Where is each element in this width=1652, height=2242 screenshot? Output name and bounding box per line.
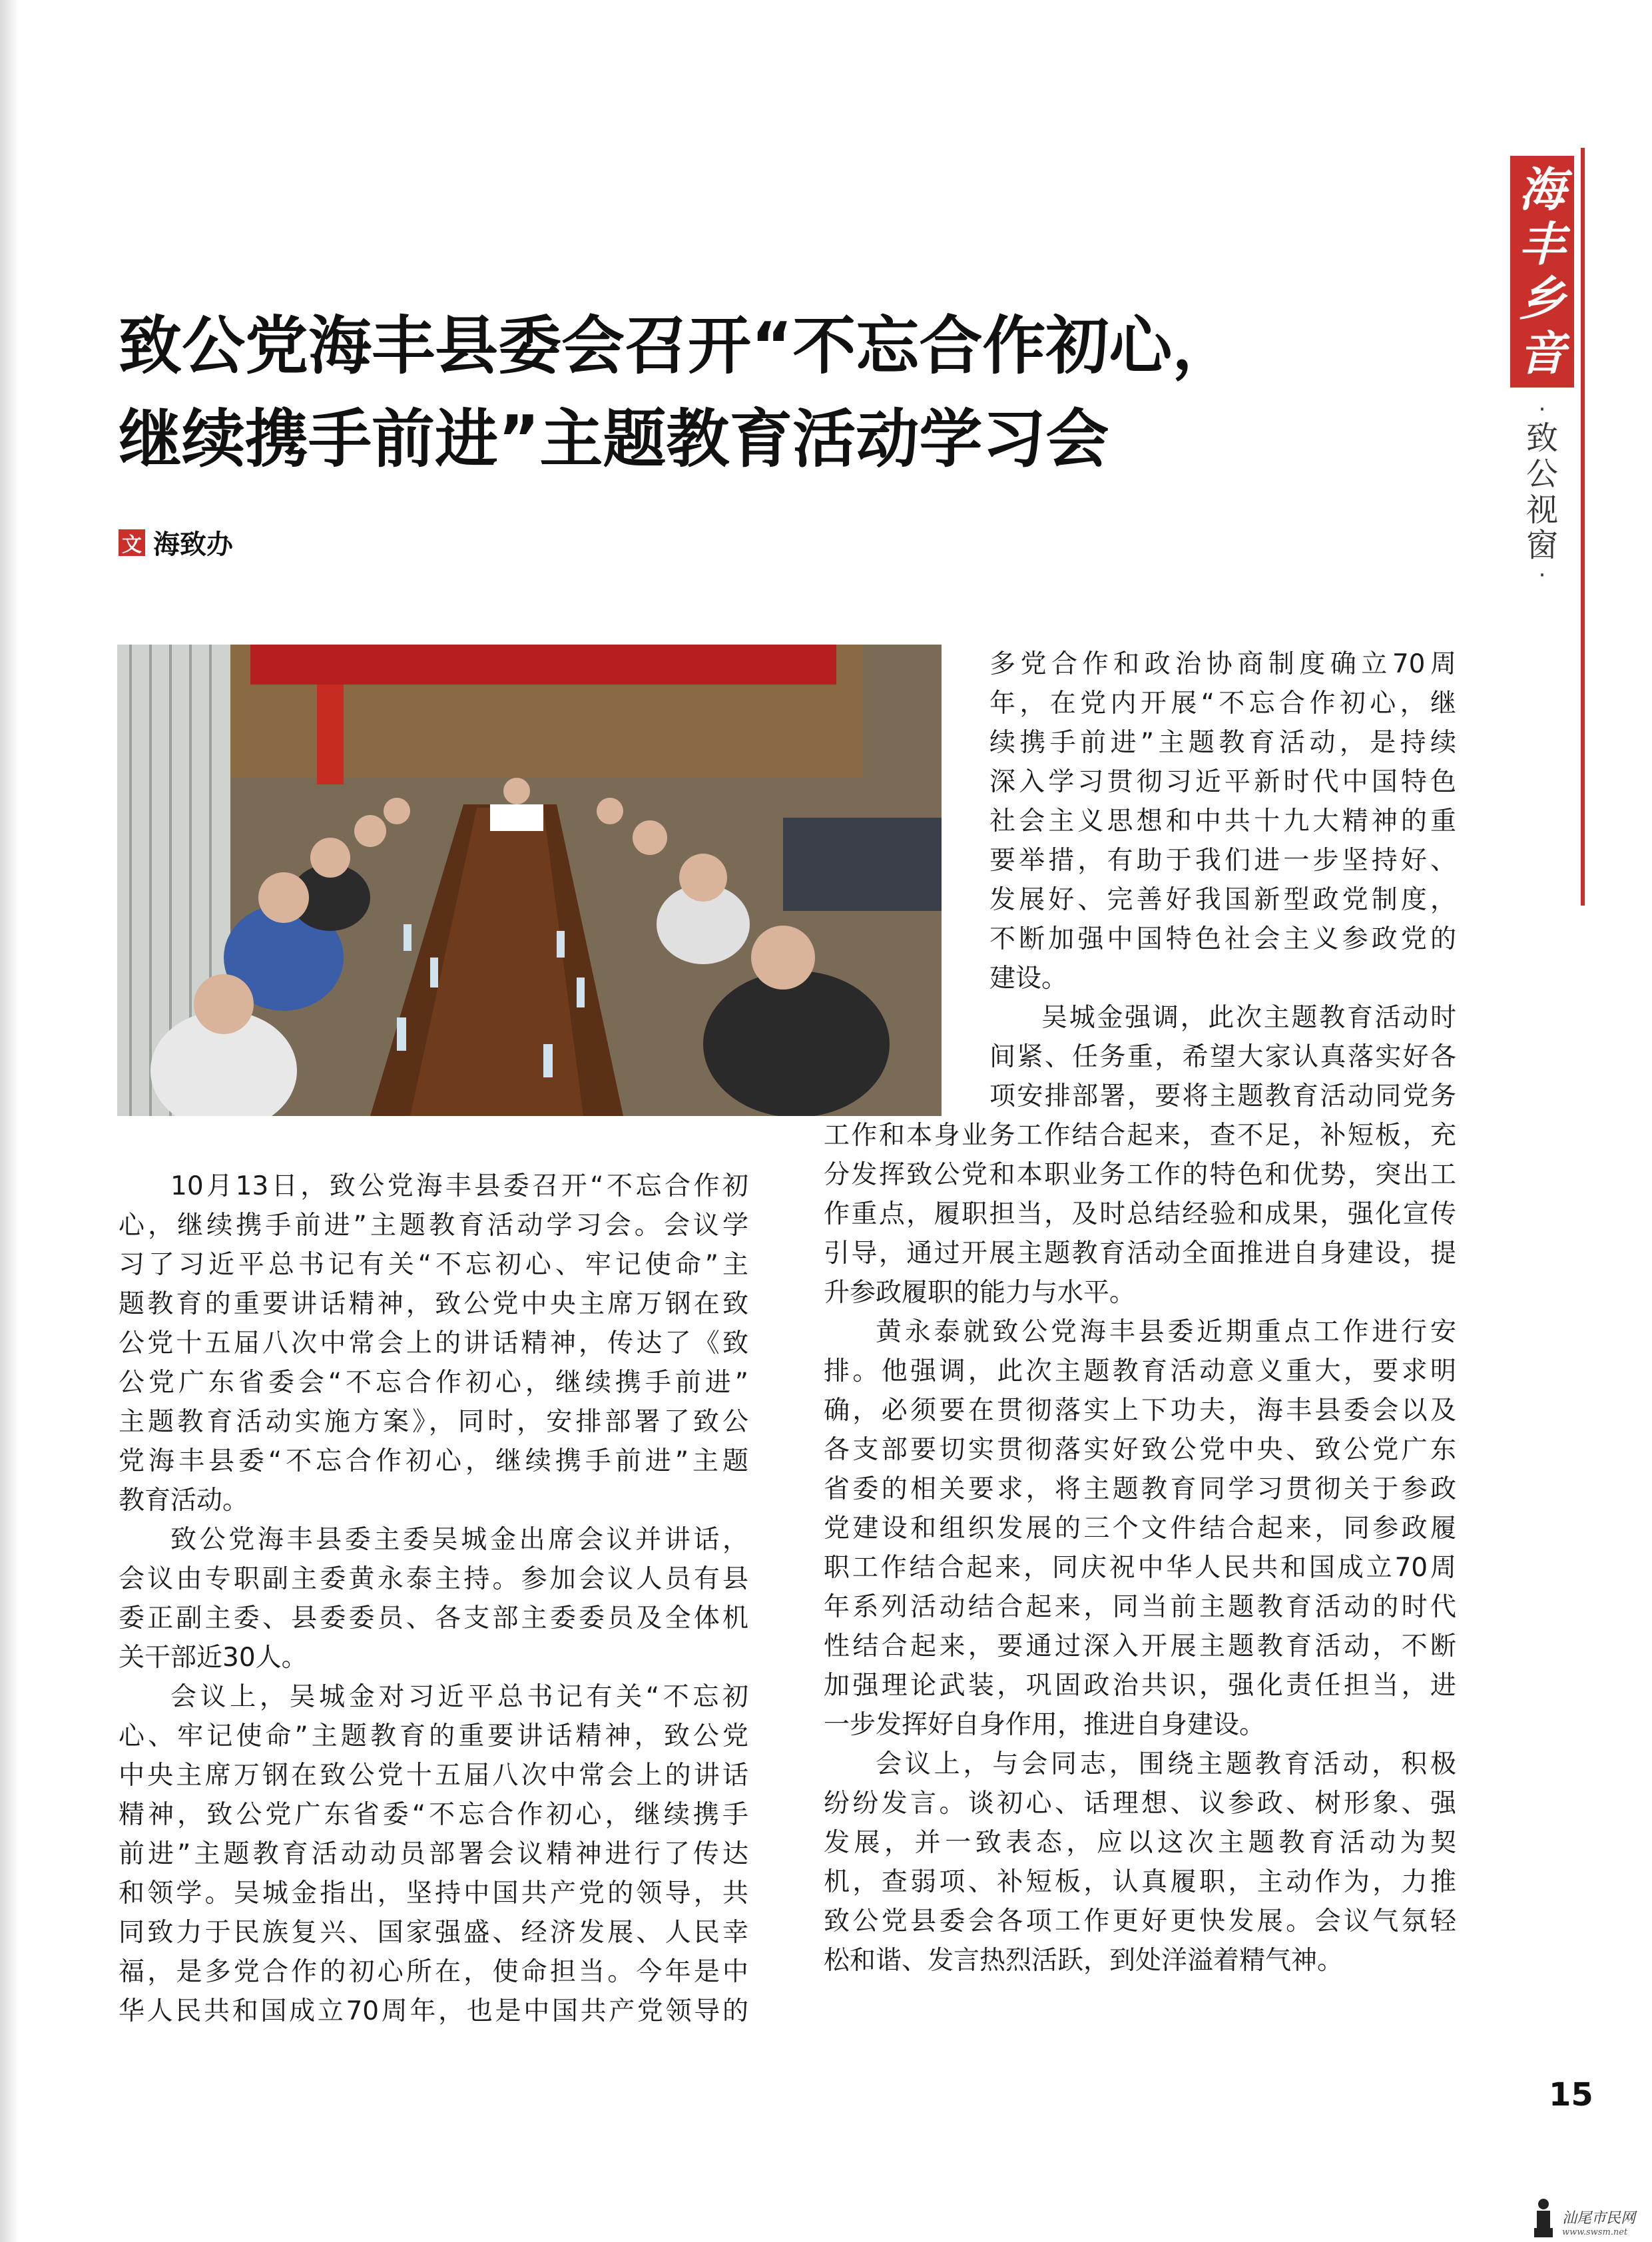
text-line: 多党合作和政治协商制度确立70周 [989,649,1456,679]
text-line: 黄永泰就致公党海丰县委近期重点工作进行安 [876,1317,1456,1347]
text-line: 分发挥致公党和本职业务工作的特色和优势，突出工 [824,1160,1456,1190]
text-line: 教育活动。 [119,1486,249,1516]
brand-char: 乡 [1519,271,1565,326]
text-line: 项安排部署，要将主题教育活动同党务 [989,1081,1456,1111]
text-line: 和领学。吴城金指出，坚持中国共产党的领导，共 [119,1878,748,1908]
article-column-left [119,1167,748,2031]
text-line: 会议上，与会同志，围绕主题教育活动，积极 [876,1749,1456,1779]
dot-separator: · [1538,562,1546,589]
brand-char: 海 [1519,162,1565,217]
text-line: 年系列活动结合起来，同当前主题教育活动的时代 [824,1592,1456,1622]
text-line: 同致力于民族复兴、国家强盛、经济发展、人民幸 [119,1918,748,1948]
text-line: 前进”主题教育活动动员部署会议精神进行了传达 [119,1839,748,1869]
text-line: 会议上，吴城金对习近平总书记有关“不忘初 [170,1682,748,1712]
text-line: 精神，致公党广东省委“不忘合作初心，继续携手 [119,1800,748,1830]
text-line: 党海丰县委“不忘合作初心，继续携手前进”主题 [119,1446,748,1476]
text-line: 年，在党内开展“不忘合作初心，继 [989,689,1456,718]
text-line: 公党十五届八次中常会上的讲话精神，传达了《致 [119,1328,748,1358]
text-line: 不断加强中国特色社会主义参政党的 [989,924,1456,954]
site-logo-text [1562,2207,1635,2237]
text-line: 确，必须要在贯彻落实上下功夫，海丰县委会以及 [824,1396,1456,1426]
text-line: 引导，通过开展主题教育活动全面推进自身建设，提 [824,1239,1456,1268]
person-silhouette-icon [1529,2197,1558,2237]
text-line: 主题教育活动实施方案》，同时，安排部署了致公 [119,1407,748,1437]
meeting-photo [117,645,942,1116]
section-label [1521,398,1563,587]
text-line: 吴城金强调，此次主题教育活动时 [1041,1003,1456,1033]
text-line: 题教育的重要讲话精神，致公党中央主席万钢在致 [119,1289,748,1319]
text-line: 致公党县委会各项工作更好更快发展。会议气氛轻 [824,1906,1456,1936]
text-line: 心，继续携手前进”主题教育活动学习会。会议学 [119,1211,748,1241]
text-line: 心、牢记使命”主题教育的重要讲话精神，致公党 [119,1721,748,1751]
text-line: 习了习近平总书记有关“不忘初心、牢记使命”主 [119,1250,748,1280]
text-line: 公党广东省委会“不忘合作初心，继续携手前进” [119,1368,748,1398]
text-line: 工作和本身业务工作结合起来，查不足，补短板，充 [824,1121,1456,1151]
text-line: 加强理论武装，巩固政治共识，强化责任担当，进 [824,1671,1456,1701]
brand-char: 音 [1519,326,1565,381]
text-line: 中央主席万钢在致公党十五届八次中常会上的讲话 [119,1761,748,1791]
text-line: 会议由专职副主委黄永泰主持。参加会议人员有县 [119,1564,748,1594]
brand-char: 丰 [1519,216,1565,272]
text-line: 机，查弱项、补短板，认真履职，主动作为，力推 [824,1867,1456,1897]
text-line: 省委的相关要求，将主题教育同学习贯彻关于参政 [824,1474,1456,1504]
text-line: 福，是多党合作的初心所在，使命担当。今年是中 [119,1957,748,1987]
dot-separator: · [1538,396,1546,423]
text-line: 松和谐、发言热烈活跃，到处洋溢着精气神。 [824,1946,1344,1976]
text-line: 10月13日，致公党海丰县委召开“不忘合作初 [170,1171,748,1201]
brand-logo [1510,156,1574,388]
article-title [119,300,1437,486]
text-line: 纷纷发言。谈初心、话理想、议参政、树形象、强 [824,1789,1456,1819]
text-line: 深入学习贯彻习近平新时代中国特色 [989,767,1456,797]
text-line: 职工作结合起来，同庆祝中华人民共和国成立70周 [824,1553,1456,1583]
byline-badge: 文 [119,529,145,556]
logo-url: www.swsm.net [1562,2227,1628,2237]
text-line: 社会主义思想和中共十九大精神的重 [989,806,1456,836]
text-line: 要举措，有助于我们进一步坚持好、 [989,846,1456,876]
text-line: 续携手前进”主题教育活动，是持续 [989,728,1456,758]
text-line: 各支部要切实贯彻落实好致公党中央、致公党广东 [824,1435,1456,1465]
section-char: 窗 [1525,527,1558,565]
text-line: 发展好、完善好我国新型政党制度， [989,885,1456,915]
text-line: 关干部近30人。 [119,1643,308,1673]
page-number: 15 [1549,2076,1593,2113]
title-line: 继续携手前进”主题教育活动学习会 [119,403,1109,476]
section-char: 致 [1525,420,1558,457]
site-logo [1529,2197,1635,2237]
text-line: 排。他强调，此次主题教育活动意义重大，要求明 [824,1356,1456,1386]
text-line: 华人民共和国成立70周年，也是中国共产党领导的 [119,1996,748,2026]
page-fold-shadow [0,0,19,2242]
text-line: 升参政履职的能力与水平。 [824,1278,1136,1308]
text-line: 性结合起来，要通过深入开展主题教育活动，不断 [824,1631,1456,1661]
section-char: 视 [1525,491,1558,529]
text-line: 发展，并一致表态，应以这次主题教育活动为契 [824,1828,1456,1858]
text-line: 致公党海丰县委主委吴城金出席会议并讲话， [170,1525,748,1555]
byline [119,523,233,561]
text-line: 一步发挥好自身作用，推进自身建设。 [824,1710,1266,1740]
text-line: 委正副主委、县委委员、各支部主委委员及全体机 [119,1603,748,1633]
meeting-photo-illustration [117,645,942,1116]
section-char: 公 [1525,455,1558,493]
text-line: 间紧、任务重，希望大家认真落实好各 [989,1042,1456,1072]
article-column-right [824,645,1456,1980]
author-name: 海致办 [153,529,233,560]
text-line: 作重点，履职担当，及时总结经验和成果，强化宣传 [824,1199,1456,1229]
text-line: 建设。 [989,964,1068,993]
logo-name: 汕尾市民网 [1562,2210,1636,2227]
title-line: 致公党海丰县委会召开“不忘合作初心， [119,310,1236,383]
text-line: 党建设和组织发展的三个文件结合起来，同参政履 [824,1514,1456,1543]
